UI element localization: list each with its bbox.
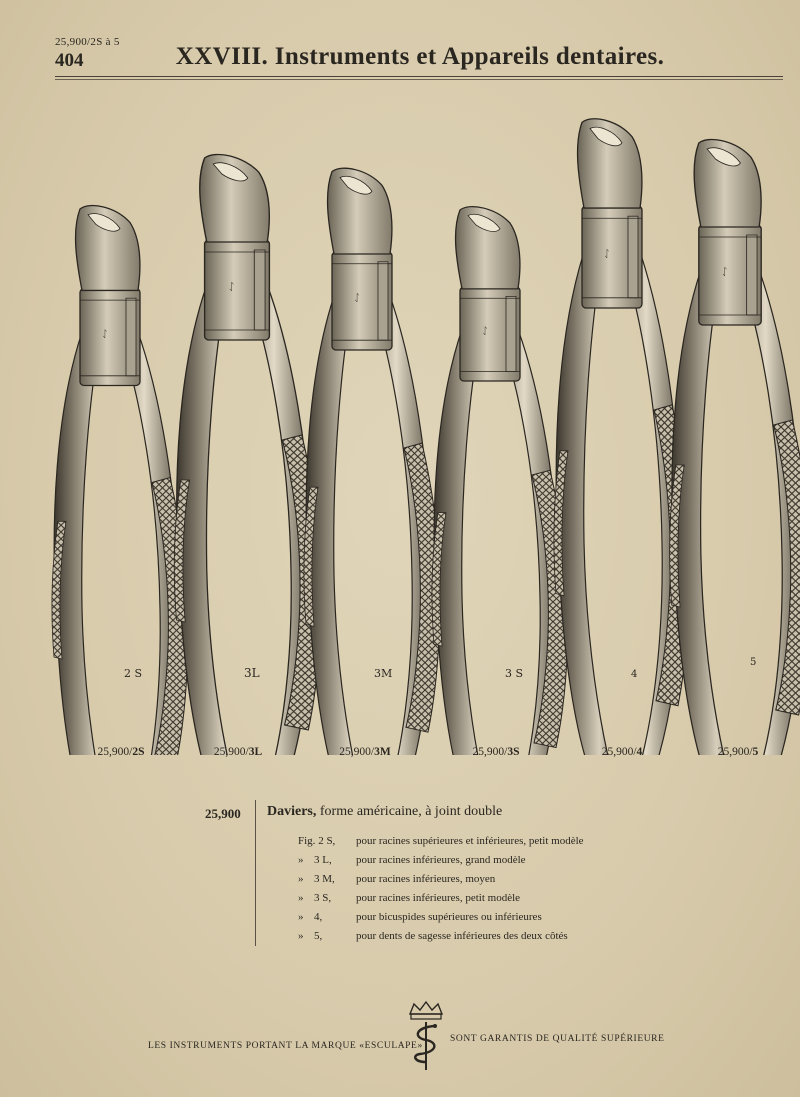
variant-row: » 5, pour dents de sagesse inférieures des deux côtés <box>298 930 568 942</box>
forceps-2S <box>52 206 188 755</box>
figure-caption-2S: 25,900/2S <box>97 746 145 758</box>
figure-caption-3L: 25,900/3L <box>213 746 263 758</box>
page-number: 404 <box>55 50 84 71</box>
variant-row: » 4, pour bicuspides supérieures ou inférieures <box>298 911 542 923</box>
footer-guarantee-right: SONT GARANTIS DE QUALITÉ SUPÉRIEURE <box>450 1034 665 1044</box>
engraving-3S: 3 S <box>505 667 524 680</box>
engraving-4: 4 <box>631 669 638 680</box>
footer-guarantee-left: LES INSTRUMENTS PORTANT LA MARQUE «ESCULAPE» <box>148 1041 423 1051</box>
header-rule <box>55 76 783 77</box>
entry-divider <box>255 800 256 946</box>
engraving-3L: 3L <box>244 666 260 680</box>
range-reference: 25,900/2S à 5 <box>55 36 120 48</box>
entry-title: Daviers, forme américaine, à joint double <box>267 804 503 819</box>
engraving-5: 5 <box>750 657 757 668</box>
figure-caption-3M: 25,900/3M <box>339 746 391 758</box>
figure-caption-4: 25,900/4 <box>601 746 643 758</box>
figure-caption-3S: 25,900/3S <box>472 746 520 758</box>
forceps-3L <box>174 154 321 755</box>
variant-row: » 3 S, pour racines inférieures, petit modèle <box>298 892 521 904</box>
esculape-mark-icon <box>404 1000 448 1072</box>
variant-row: » 3 M, pour racines inférieures, moyen <box>298 873 496 885</box>
forceps-3M <box>304 168 440 755</box>
engraving-3M: 3M <box>374 667 393 680</box>
forceps-5 <box>670 139 800 755</box>
catalog-number: 25,900 <box>205 806 241 821</box>
header-rule-secondary <box>55 79 783 80</box>
figure-caption-5: 25,900/5 <box>717 746 759 758</box>
forceps-4 <box>554 119 690 755</box>
variant-row: Fig. 2 S, pour racines supérieures et inférieures, petit modèle <box>298 835 584 847</box>
variant-list <box>298 832 584 946</box>
forceps-illustrations <box>0 95 800 755</box>
variant-row: » 3 L, pour racines inférieures, grand modèle <box>298 854 526 866</box>
engraving-2S: 2 S <box>124 667 143 680</box>
forceps-3S <box>432 207 568 755</box>
page-title: XXVIII. Instruments et Appareils dentaires. <box>175 43 665 70</box>
